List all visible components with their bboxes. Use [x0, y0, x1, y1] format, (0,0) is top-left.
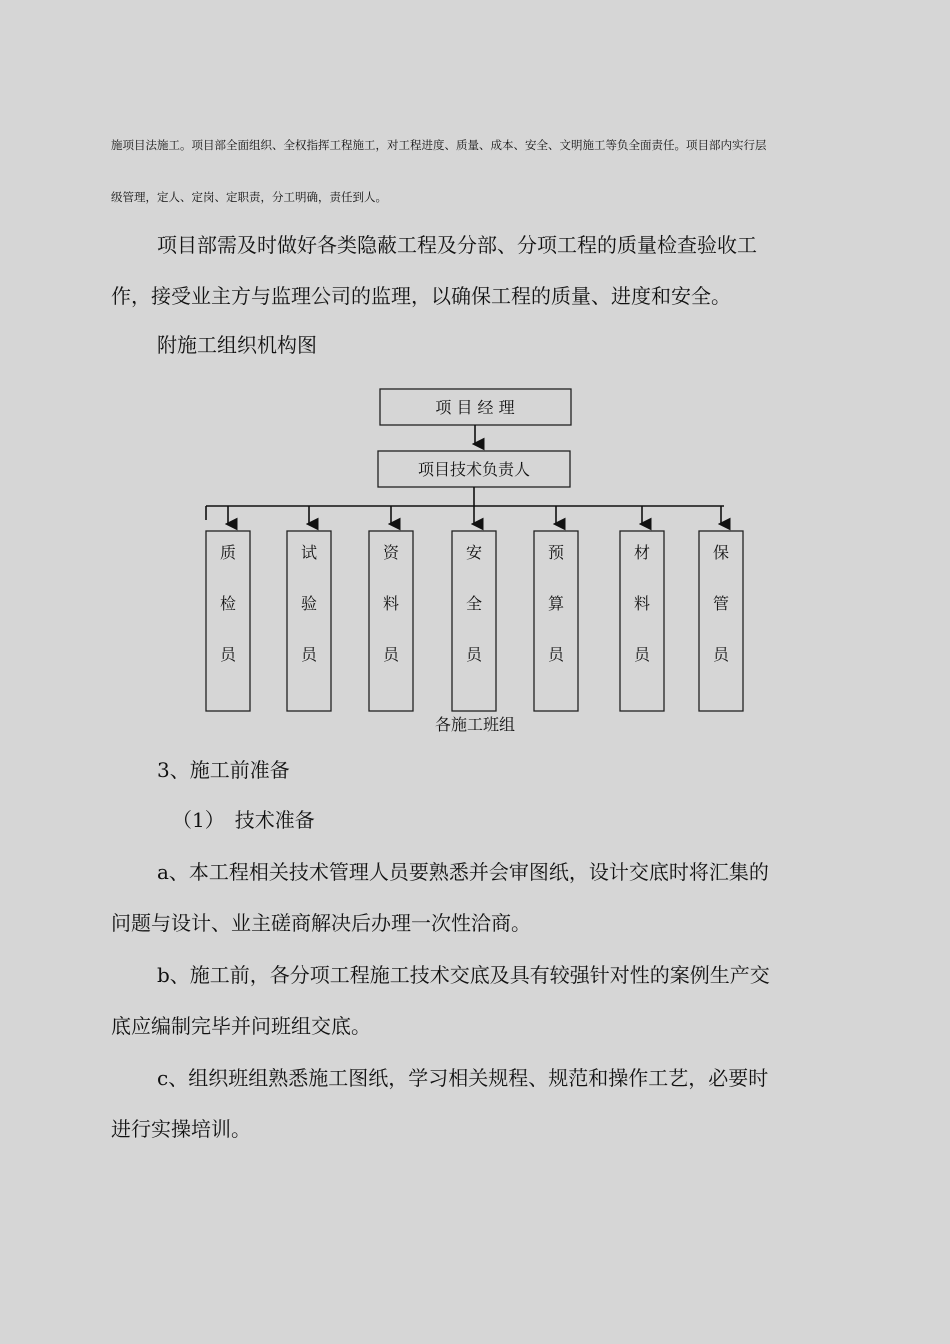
- role-5-char-3: 员: [547, 645, 565, 664]
- intro-line-2: 级管理，定人、定岗、定职责，分工明确，责任到人。: [111, 190, 387, 204]
- item-a-line-2: 问题与设计、业主磋商解决后办理一次性洽商。: [111, 911, 531, 935]
- subsection-1-heading: （1） 技术准备: [172, 808, 315, 832]
- paragraph-1-line-1: 项目部需及时做好各类隐蔽工程及分部、分项工程的质量检查验收工: [157, 233, 757, 257]
- role-5-char-1: 预: [547, 543, 565, 562]
- role-4-char-2: 全: [465, 594, 483, 613]
- role-1-char-3: 员: [219, 645, 237, 664]
- item-a-line-1: a、本工程相关技术管理人员要熟悉并会审图纸，设计交底时将汇集的: [157, 860, 769, 884]
- item-b-line-1: b、施工前，各分项工程施工技术交底及具有较强针对性的案例生产交: [157, 963, 770, 987]
- project-manager-label: 项 目 经 理: [435, 398, 515, 417]
- item-c-line-2: 进行实操培训。: [111, 1117, 251, 1141]
- role-3-char-1: 资: [382, 543, 400, 562]
- role-2-char-2: 验: [300, 594, 318, 613]
- item-c-line-1: c、组织班组熟悉施工图纸，学习相关规程、规范和操作工艺，必要时: [157, 1066, 769, 1090]
- role-7-char-2: 管: [712, 594, 730, 613]
- tech-lead-label: 项目技术负责人: [417, 460, 531, 479]
- role-7-char-1: 保: [712, 543, 730, 562]
- section-3-heading: 3、施工前准备: [157, 758, 290, 782]
- role-6-char-1: 材: [633, 543, 651, 562]
- role-5-char-2: 算: [547, 594, 565, 613]
- paragraph-1-line-2: 作，接受业主方与监理公司的监理，以确保工程的质量、进度和安全。: [111, 284, 731, 308]
- attachment-title: 附施工组织机构图: [157, 333, 317, 357]
- role-1-char-1: 质: [219, 543, 237, 562]
- intro-line-1: 施项目法施工。项目部全面组织、全权指挥工程施工，对工程进度、质量、成本、安全、文明施工等负全面责任。项目部内实行层: [111, 138, 767, 152]
- role-3-char-2: 料: [382, 594, 400, 613]
- role-4-char-1: 安: [465, 543, 483, 562]
- role-7-char-3: 员: [712, 645, 730, 664]
- role-1-char-2: 检: [219, 594, 237, 613]
- role-4-char-3: 员: [465, 645, 483, 664]
- role-6-char-3: 员: [633, 645, 651, 664]
- role-3-char-3: 员: [382, 645, 400, 664]
- role-6-char-2: 料: [633, 594, 651, 613]
- item-b-line-2: 底应编制完毕并问班组交底。: [111, 1014, 371, 1038]
- role-2-char-3: 员: [300, 645, 318, 664]
- role-2-char-1: 试: [300, 543, 318, 562]
- work-teams-label: 各施工班组: [434, 715, 516, 734]
